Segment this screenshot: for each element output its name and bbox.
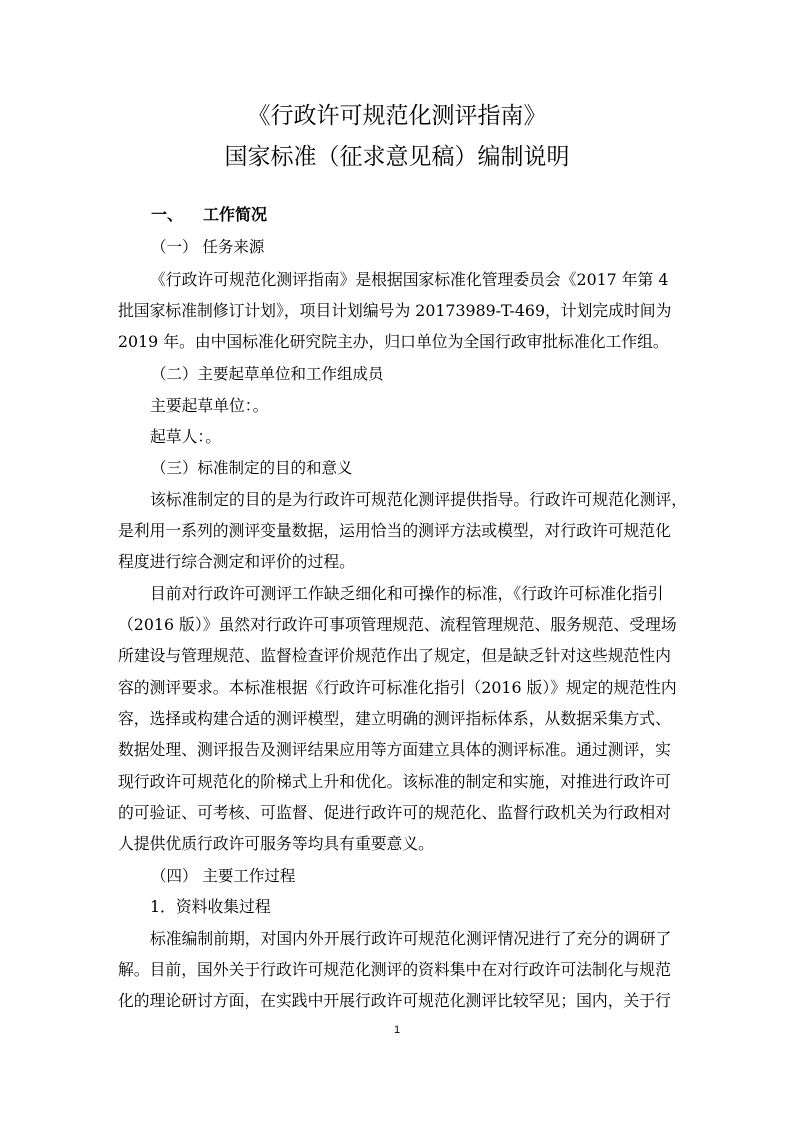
document-subtitle: 国家标准（征求意见稿）编制说明	[224, 144, 570, 170]
paragraph-line: 批国家标准制修订计划》，项目计划编号为 20173989-T-469，计划完成时间为	[118, 301, 672, 320]
paragraph-line: 所建设与管理规范、监督检查评价规范作出了规定，但是缺乏针对这些规范性内	[118, 646, 671, 665]
paragraph-line: 程度进行综合测定和评价的过程。	[118, 552, 355, 571]
paragraph-line: 2019 年。由中国标准化研究院主办，归口单位为全国行政审批标准化工作组。	[118, 332, 669, 351]
item-heading: 1．资料收集过程	[150, 897, 271, 916]
section-heading-1	[151, 200, 267, 230]
paragraph-line: 解。目前，国外关于行政许可规范化测评的资料集中在对行政许可法制化与规范	[118, 960, 671, 979]
section-title: 工作简况	[203, 205, 268, 224]
paragraph-line: 《行政许可规范化测评指南》是根据国家标准化管理委员会《2017 年第 4	[150, 270, 669, 289]
paragraph-line: 现行政许可规范化的阶梯式上升和优化。该标准的制定和实施，对推进行政许可	[118, 772, 671, 791]
subsection-heading-1: （一） 任务来源	[151, 238, 265, 256]
subsection-heading-3: （三）标准制定的目的和意义	[151, 459, 353, 477]
document-title: 《行政许可规范化测评指南》	[247, 103, 547, 129]
paragraph-line: 数据处理、测评报告及测评结果应用等方面建立具体的测评标准。通过测评，实	[118, 740, 671, 759]
paragraph-line: 目前对行政许可测评工作缺乏细化和可操作的标准，《行政许可标准化指引	[150, 584, 664, 603]
subsection-heading-4: （四） 主要工作过程	[151, 867, 296, 885]
paragraph-line: 该标准制定的目的是为行政许可规范化测评提供指导。行政许可规范化测评，	[150, 490, 688, 509]
drafting-unit: 主要起草单位：。	[150, 396, 269, 415]
drafter: 起草人：。	[150, 427, 222, 446]
paragraph-line: 容的测评要求。本标准根据《行政许可标准化指引（2016 版）》规定的规范性内	[118, 678, 677, 697]
paragraph-line: 是利用一系列的测评变量数据，运用恰当的测评方法或模型，对行政许可规范化	[118, 521, 671, 540]
paragraph-line: 人提供优质行政许可服务等均具有重要意义。	[118, 834, 434, 853]
paragraph-line: 标准编制前期，对国内外开展行政许可规范化测评情况进行了充分的调研了	[150, 929, 672, 948]
section-number: 一、	[151, 205, 184, 224]
paragraph-line: 化的理论研讨方面，在实践中开展行政许可规范化测评比较罕见；国内，关于行	[118, 991, 671, 1010]
paragraph-line: 容，选择或构建合适的测评模型，建立明确的测评指标体系，从数据采集方式、	[118, 709, 671, 728]
paragraph-line: （2016 版）》虽然对行政许可事项管理规范、流程管理规范、服务规范、受理场	[118, 615, 677, 634]
page-number: 1	[393, 1024, 401, 1036]
paragraph-line: 的可验证、可考核、可监督、促进行政许可的规范化、监督行政机关为行政相对	[118, 803, 671, 822]
subsection-heading-2: （二）主要起草单位和工作组成员	[151, 365, 384, 383]
